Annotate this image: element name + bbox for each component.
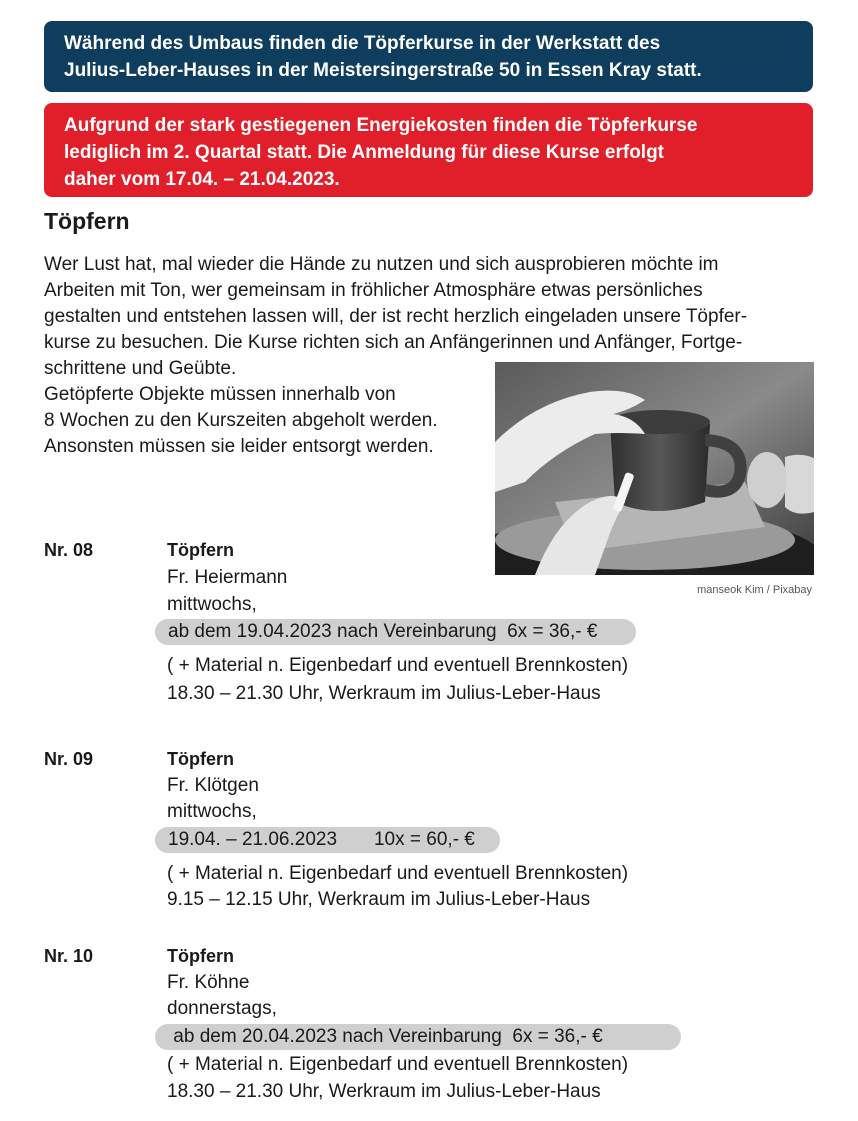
- intro-line: kurse zu besuchen. Die Kurse richten sich an Anfängerinnen und Anfänger, Fortge-: [44, 332, 743, 353]
- pottery-photo: [495, 362, 814, 575]
- course-material-note: ( + Material n. Eigenbedarf und eventuell Brennkosten): [167, 655, 629, 676]
- course-title: Töpfern: [167, 540, 234, 560]
- info-banner-relocation: [44, 21, 813, 92]
- course-number: Nr. 10: [44, 946, 94, 966]
- course-material-note: ( + Material n. Eigenbedarf und eventuell Brennkosten): [167, 863, 629, 884]
- course-time-place: 18.30 – 21.30 Uhr, Werkraum im Julius-Leber-Haus: [167, 1081, 601, 1102]
- section-heading: Töpfern: [44, 208, 130, 234]
- intro-line: 8 Wochen zu den Kurszeiten abgeholt werden.: [44, 410, 438, 431]
- intro-line: schrittene und Geübte.: [44, 358, 237, 379]
- banner-line: daher vom 17.04. – 21.04.2023.: [64, 169, 340, 190]
- course-weekday: donnerstags,: [167, 998, 277, 1019]
- course-teacher: Fr. Klötgen: [167, 775, 259, 796]
- intro-line: Wer Lust hat, mal wieder die Hände zu nutzen und sich ausprobieren möchte im: [44, 254, 719, 275]
- intro-line: gestalten und entstehen lassen will, der ist recht herzlich eingeladen unsere Töpfer-: [44, 306, 748, 327]
- course-teacher: Fr. Heiermann: [167, 567, 288, 588]
- course-title: Töpfern: [167, 946, 234, 966]
- intro-line: Ansonsten müssen sie leider entsorgt werden.: [44, 436, 434, 457]
- course-schedule-badge: 19.04. – 21.06.2023 10x = 60,- €: [155, 827, 500, 853]
- banner-line: lediglich im 2. Quartal statt. Die Anmeldung für diese Kurse erfolgt: [64, 142, 665, 163]
- course-schedule-badge: ab dem 20.04.2023 nach Vereinbarung 6x = 36,- €: [155, 1024, 681, 1050]
- course-time-place: 18.30 – 21.30 Uhr, Werkraum im Julius-Leber-Haus: [167, 683, 601, 704]
- banner-line: Aufgrund der stark gestiegenen Energiekosten finden die Töpferkurse: [64, 115, 698, 136]
- course-number: Nr. 08: [44, 540, 94, 560]
- info-banner-energy-costs: [44, 103, 813, 197]
- banner-line: Während des Umbaus finden die Töpferkurse in der Werkstatt des: [64, 33, 661, 54]
- course-weekday: mittwochs,: [167, 594, 257, 615]
- course-title: Töpfern: [167, 749, 234, 769]
- course-weekday: mittwochs,: [167, 801, 257, 822]
- banner-line: Julius-Leber-Hauses in der Meistersingerstraße 50 in Essen Kray statt.: [64, 60, 702, 81]
- intro-line: Arbeiten mit Ton, wer gemeinsam in fröhlicher Atmosphäre etwas persönliches: [44, 280, 703, 301]
- course-material-note: ( + Material n. Eigenbedarf und eventuell Brennkosten): [167, 1054, 629, 1075]
- course-time-place: 9.15 – 12.15 Uhr, Werkraum im Julius-Leber-Haus: [167, 889, 591, 910]
- course-number: Nr. 09: [44, 749, 94, 769]
- photo-credit: manseok Kim / Pixabay: [697, 584, 812, 596]
- intro-line: Getöpferte Objekte müssen innerhalb von: [44, 384, 396, 405]
- course-schedule-badge: ab dem 19.04.2023 nach Vereinbarung 6x = 36,- €: [155, 619, 636, 645]
- course-teacher: Fr. Köhne: [167, 972, 250, 993]
